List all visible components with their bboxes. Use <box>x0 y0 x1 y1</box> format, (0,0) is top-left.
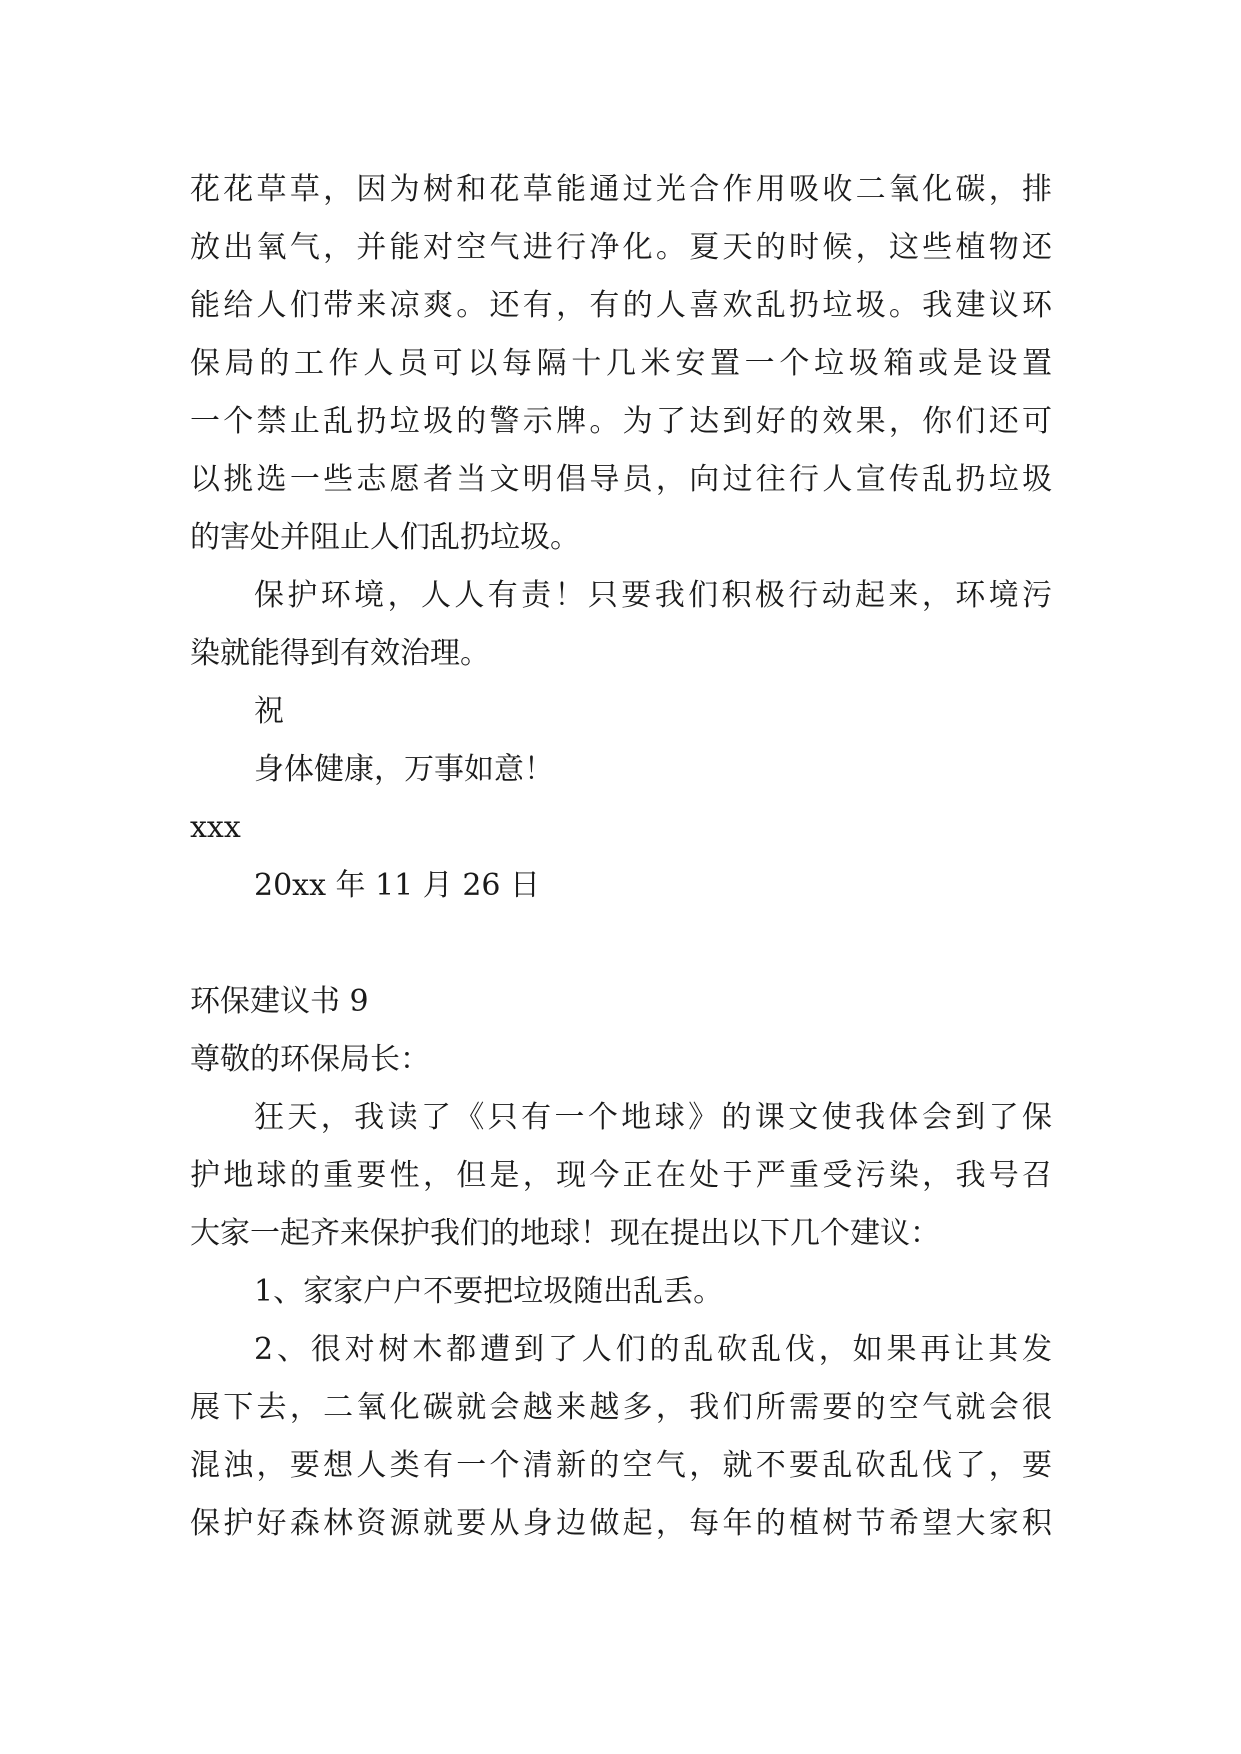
paragraph-line: 大家一起齐来保护我们的地球！现在提出以下几个建议： <box>190 1216 940 1251</box>
section-title: 环保建议书 9 <box>190 984 369 1019</box>
salutation: 尊敬的环保局长： <box>190 1042 430 1077</box>
paragraph-line: 展下去，二氧化碳就会越来越多，我们所需要的空气就会很 <box>190 1390 1052 1425</box>
suggestion-item: 2、很对树木都遭到了人们的乱砍乱伐，如果再让其发 <box>254 1332 1052 1367</box>
paragraph-line: 放出氧气，并能对空气进行净化。夏天的时候，这些植物还 <box>190 230 1052 265</box>
letter-date: 20xx 年 11 月 26 日 <box>254 868 541 903</box>
paragraph-line: 的害处并阻止人们乱扔垃圾。 <box>190 520 580 555</box>
wish-line: 身体健康，万事如意！ <box>254 752 554 787</box>
paragraph-line: 保局的工作人员可以每隔十几米安置一个垃圾箱或是设置 <box>190 346 1052 381</box>
signature: xxx <box>190 810 241 845</box>
closing-paragraph-line: 染就能得到有效治理。 <box>190 636 490 671</box>
paragraph-line: 狂天，我读了《只有一个地球》的课文使我体会到了保 <box>254 1100 1052 1135</box>
paragraph-line: 保护好森林资源就要从身边做起，每年的植树节希望大家积 <box>190 1506 1052 1541</box>
paragraph-line: 一个禁止乱扔垃圾的警示牌。为了达到好的效果，你们还可 <box>190 404 1052 439</box>
paragraph-line: 花花草草，因为树和花草能通过光合作用吸收二氧化碳，排 <box>190 172 1052 207</box>
paragraph-line: 以挑选一些志愿者当文明倡导员，向过往行人宣传乱扔垃圾 <box>190 462 1052 497</box>
paragraph-line: 护地球的重要性，但是，现今正在处于严重受污染，我号召 <box>190 1158 1052 1193</box>
closing-paragraph-line: 保护环境，人人有责！只要我们积极行动起来，环境污 <box>254 578 1052 613</box>
suggestion-item: 1、家家户户不要把垃圾随出乱丢。 <box>254 1274 724 1309</box>
paragraph-line: 能给人们带来凉爽。还有，有的人喜欢乱扔垃圾。我建议环 <box>190 288 1052 323</box>
wish-line: 祝 <box>254 694 284 729</box>
paragraph-line: 混浊，要想人类有一个清新的空气，就不要乱砍乱伐了，要 <box>190 1448 1052 1483</box>
